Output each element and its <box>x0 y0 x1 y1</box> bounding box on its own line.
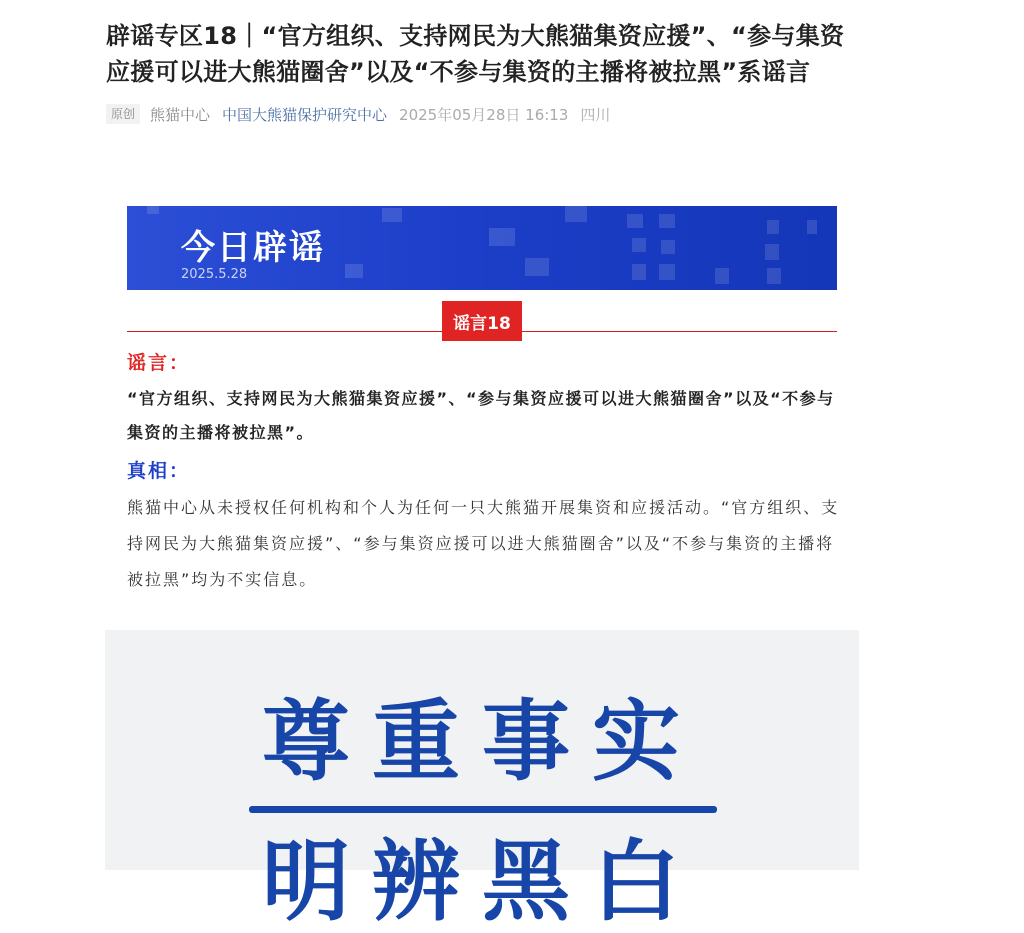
banner-decoration <box>489 228 515 246</box>
original-badge: 原创 <box>106 104 140 124</box>
banner-decoration <box>632 238 646 252</box>
poster-rule <box>249 806 717 813</box>
author-name: 熊猫中心 <box>150 105 211 124</box>
banner-decoration <box>807 220 817 234</box>
banner-decoration <box>767 268 781 284</box>
rumor-label: 谣言： <box>127 352 191 374</box>
organization-link[interactable]: 中国大熊猫保护研究中心 <box>222 105 388 124</box>
banner-title: 今日辟谣 <box>181 228 325 268</box>
banner-decoration <box>659 264 675 280</box>
article-meta <box>106 103 610 125</box>
article-title: 辟谣专区18｜“官方组织、支持网民为大熊猫集资应援”、“参与集资应援可以进大熊猫圈舍”以及“不参与集资的主播将被拉黑”系谣言 <box>106 22 845 86</box>
banner-decoration <box>525 258 549 276</box>
banner-decoration <box>632 264 646 280</box>
truth-text: 熊猫中心从未授权任何机构和个人为任何一只大熊猫开展集资和应援活动。“官方组织、支持网民为大熊猫集资应援”、“参与集资应援可以进大熊猫圈舍”以及“不参与集资的主播将被拉黑”均为不实信息。 <box>127 498 840 589</box>
banner-decoration <box>715 268 729 284</box>
poster-image <box>105 630 859 933</box>
banner-date: 2025.5.28 <box>181 267 248 282</box>
banner-decoration <box>661 240 675 254</box>
banner-decoration <box>345 264 363 278</box>
publish-region: 四川 <box>580 105 611 124</box>
banner-decoration <box>765 244 779 260</box>
rumor-text: “官方组织、支持网民为大熊猫集资应援”、“参与集资应援可以进大熊猫圈舍”以及“不参与集资的主播将被拉黑”。 <box>127 389 835 442</box>
banner-decoration <box>382 208 402 222</box>
banner-decoration <box>659 214 675 228</box>
banner-decoration <box>627 214 643 228</box>
poster-slogan-line1: 尊重事实 <box>261 690 702 793</box>
rumor-number-tag: 谣言18 <box>442 301 522 341</box>
publish-datetime: 2025年05月28日 16:13 <box>399 105 569 124</box>
poster-slogan-line2: 明辨黑白 <box>261 830 702 933</box>
banner-decoration <box>147 206 159 214</box>
truth-label: 真相： <box>127 460 191 482</box>
banner-decoration <box>767 220 779 234</box>
debunk-banner <box>127 206 837 290</box>
banner-decoration <box>565 206 587 222</box>
